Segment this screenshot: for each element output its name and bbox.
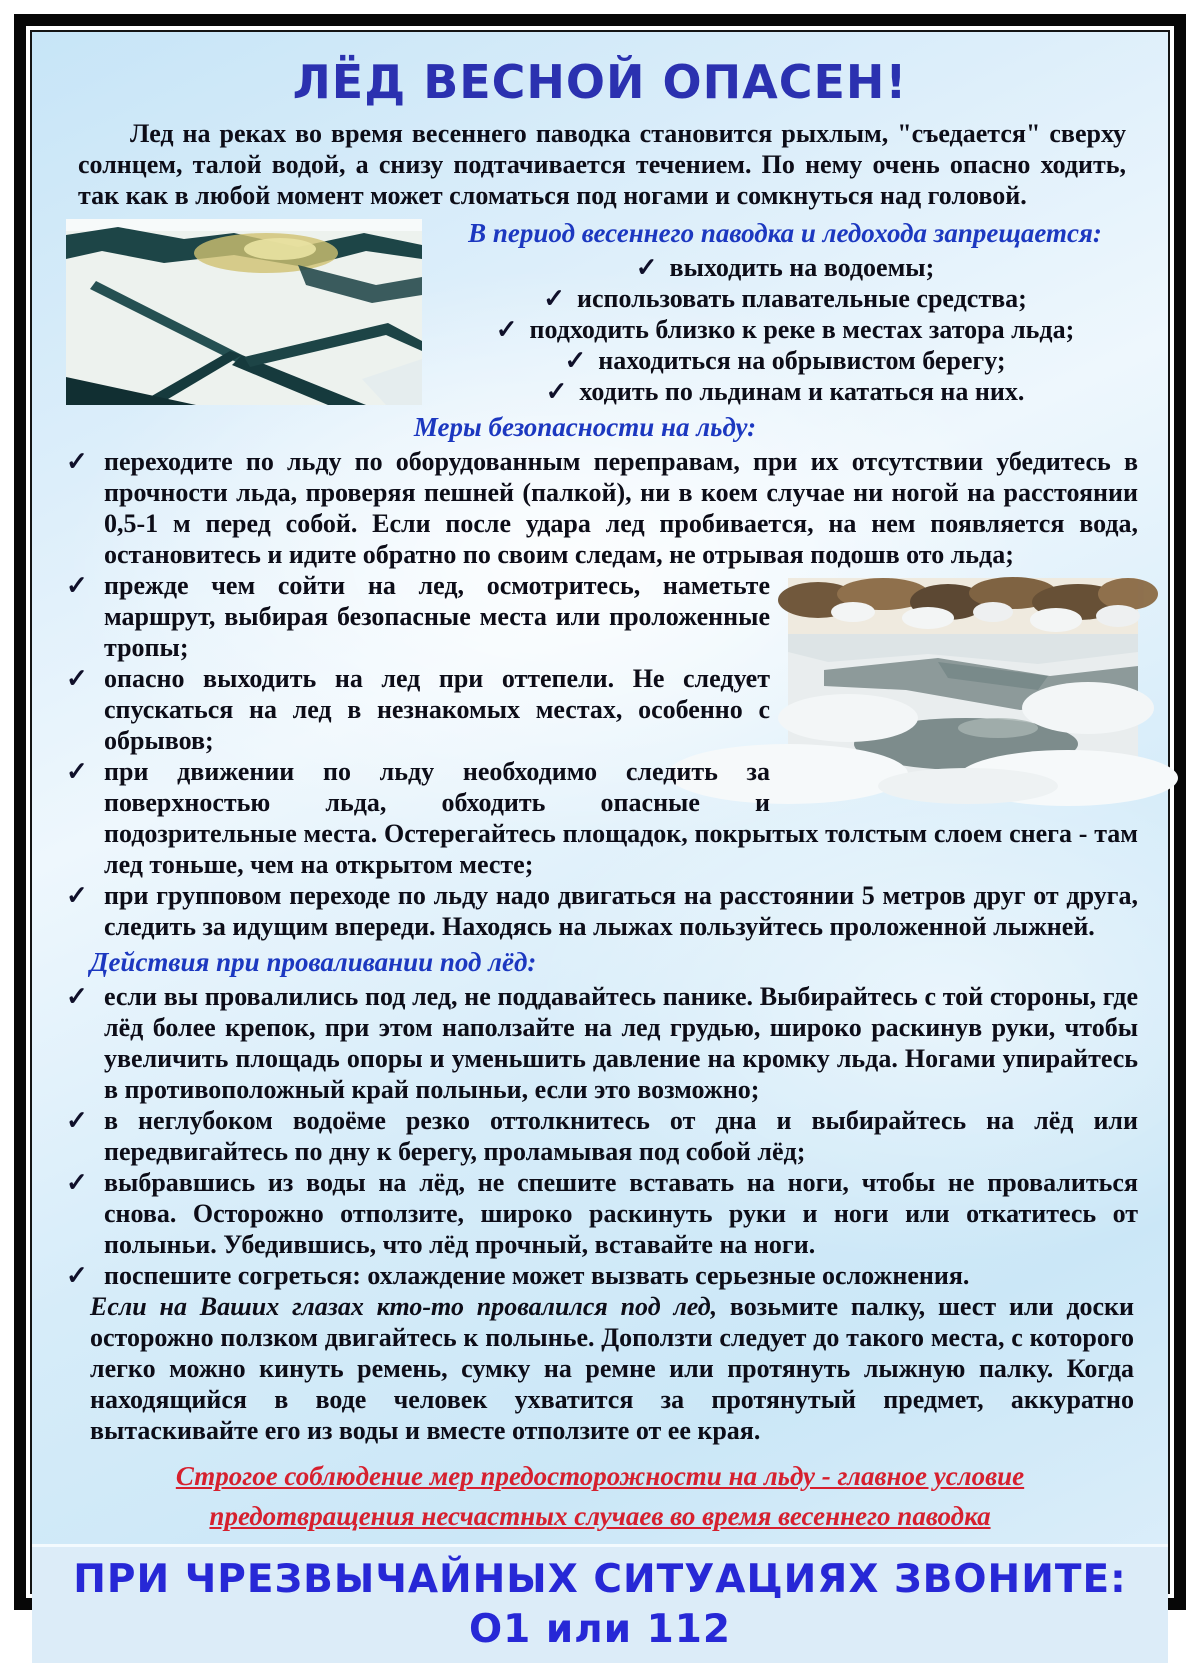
- actions-item: [66, 981, 1138, 1105]
- actions-item: [66, 1105, 1138, 1167]
- prohibited-heading: В период весеннего паводка и ледохода запрещается:: [468, 218, 1102, 248]
- intro-paragraph: Лед на реках во время весеннего паводка становится рыхлым, "съедается" сверху солнцем, талой водой, а снизу подтачивается течением. По нему очень опасно ходить, так как в любой момент может сломаться под ногами и сомкнуться над головой.: [78, 119, 1126, 210]
- checkmark-icon: ✓: [564, 346, 587, 375]
- checkmark-icon: ✓: [66, 881, 88, 910]
- safety-item-text: при движении по льду необходимо следить за поверхностью льда, обходить опасные и подозрительные места. Остерегайтесь площадок, покрытых толстым слоем снега - там лед тоньше, чем на открытом месте;: [104, 757, 1138, 879]
- prohibited-item-text: находиться на обрывистом берегу;: [598, 346, 1006, 375]
- safety-section: [66, 446, 1138, 942]
- checkmark-icon: ✓: [66, 571, 88, 600]
- checkmark-icon: ✓: [66, 664, 88, 693]
- prohibited-item-text: выходить на водоемы;: [669, 253, 935, 282]
- actions-item-text: в неглубоком водоёме резко оттолкнитесь от дна и выбирайтесь на лёд или передвигайтесь по дну к берегу, проламывая под собой лёд;: [104, 1106, 1138, 1166]
- actions-section: [66, 981, 1138, 1291]
- emergency-numbers: О1 или 112: [468, 1607, 732, 1652]
- ice-floes-photo: [66, 219, 422, 405]
- checkmark-icon: ✓: [66, 1261, 88, 1290]
- safety-item-text: переходите по льду по оборудованным переправам, при их отсутствии убедитесь в прочности льда, проверяя пешней (палкой), ни в коем случае ни ногой на расстоянии 0,5-1 м перед собой. Если после удара лед пробивается, на нем появляется вода, остановитесь и идите обратно по своим следам, не отрывая подошв ото льда;: [104, 447, 1138, 569]
- checkmark-icon: ✓: [66, 757, 88, 786]
- rescue-lead: Если на Ваших глазах кто-то провалился под лед,: [90, 1292, 718, 1321]
- page-title: ЛЁД ВЕСНОЙ ОПАСЕН!: [292, 55, 908, 109]
- actions-item: [66, 1260, 1138, 1291]
- safety-item: [66, 446, 1138, 570]
- prohibited-item-text: использовать плавательные средства;: [577, 284, 1027, 313]
- checkmark-icon: ✓: [635, 253, 658, 282]
- actions-item: [66, 1167, 1138, 1260]
- safety-heading: Меры безопасности на льду:: [413, 412, 757, 442]
- safety-item-text: прежде чем сойти на лед, осмотритесь, наметьте маршрут, выбирая безопасные места или проложенные тропы;: [104, 571, 770, 662]
- rescue-text: возьмите палку, шест или доски осторожно ползком двигайтесь к полынье. Доползти следует до такого места, с которого легко можно кинуть ремень, сумку на ремне или протянуть лыжную палку. Когда находящийся в воде человек ухватится за протянутый предмет, аккуратно вытаскивайте его из воды и вместе отползите от ее края.: [90, 1292, 1134, 1445]
- safety-item-text: при групповом переходе по льду надо двигаться на расстоянии 5 метров друг от друга, следить за идущим впереди. Находясь на лыжах пользуйтесь проложенной лыжней.: [104, 881, 1138, 941]
- checkmark-icon: ✓: [545, 377, 568, 406]
- prohibited-section: [32, 217, 1138, 444]
- winter-river-photo: [788, 578, 1138, 790]
- prohibited-item-text: подходить близко к реке в местах затора льда;: [529, 315, 1075, 344]
- emergency-call-text: ПРИ ЧРЕЗВЫЧАЙНЫХ СИТУАЦИЯХ ЗВОНИТЕ:: [73, 1557, 1127, 1602]
- checkmark-icon: ✓: [495, 315, 518, 344]
- poster-body: [32, 32, 1168, 1544]
- warning-text: Строгое соблюдение мер предосторожности на льду - главное условие предотвращения несчастных случаев во время весеннего паводка: [175, 1461, 1025, 1531]
- actions-item-text: выбравшись из воды на лёд, не спешите вставать на ноги, чтобы не провалиться снова. Осторожно отползите, широко раскинуть руки и ноги или откатитесь от полыньи. Убедившись, что лёд прочный, вставайте на ноги.: [104, 1168, 1138, 1259]
- checkmark-icon: ✓: [66, 447, 88, 476]
- poster-frame: [14, 14, 1186, 1652]
- safety-item-text: опасно выходить на лед при оттепели. Не следует спускаться на лед в незнакомых местах, особенно с обрывов;: [104, 664, 770, 755]
- prohibited-item-text: ходить по льдинам и кататься на них.: [579, 377, 1025, 406]
- actions-heading: Действия при проваливании под лёд:: [90, 947, 537, 977]
- checkmark-icon: ✓: [66, 982, 88, 1011]
- actions-item-text: поспешите согреться: охлаждение может вызвать серьезные осложнения.: [104, 1261, 970, 1290]
- checkmark-icon: ✓: [543, 284, 565, 313]
- actions-item-text: если вы провалились под лед, не поддавайтесь панике. Выбирайтесь с той стороны, где лёд более крепок, при этом наползайте на лед грудью, широко раскинув руки, чтобы увеличить площадь опоры и уменьшить давление на кромку льда. Ногами упирайтесь в противоположный край полыньи, если это возможно;: [104, 982, 1138, 1104]
- rescue-paragraph: [90, 1291, 1134, 1446]
- checkmark-icon: ✓: [66, 1168, 88, 1197]
- emergency-footer: [32, 1544, 1168, 1663]
- poster-inner-frame: [30, 30, 1170, 1652]
- safety-item: [66, 880, 1138, 942]
- checkmark-icon: ✓: [66, 1106, 88, 1135]
